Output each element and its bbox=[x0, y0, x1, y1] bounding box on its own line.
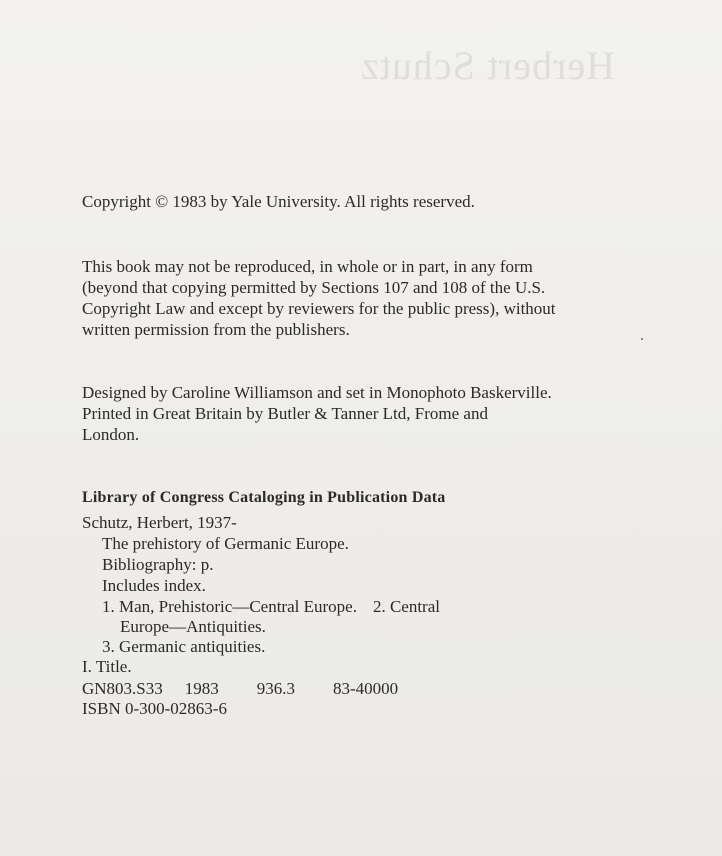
cip-dewey: 936.3 bbox=[256, 679, 296, 698]
paper-speck bbox=[641, 338, 643, 340]
cip-year: 1983 bbox=[184, 679, 219, 698]
cip-heading: Library of Congress Cataloging in Publication Data bbox=[82, 489, 446, 506]
design-credit-line: London. bbox=[82, 425, 140, 444]
cip-subject-3: 3. Germanic antiquities. bbox=[102, 637, 266, 656]
cip-bibliography: Bibliography: p. bbox=[102, 555, 214, 574]
cip-added-entry: I. Title. bbox=[82, 657, 132, 676]
cip-subject-2: 2. Central bbox=[372, 597, 440, 616]
cip-isbn: ISBN 0-300-02863-6 bbox=[82, 699, 227, 718]
cip-call-number: GN803.S33 bbox=[82, 679, 163, 698]
cip-subjects-line: Europe—Antiquities. bbox=[120, 617, 266, 636]
reproduction-notice-line: Copyright Law and except by reviewers for the public press), without bbox=[82, 299, 556, 318]
cip-subjects-line bbox=[102, 596, 440, 617]
cip-title: The prehistory of Germanic Europe. bbox=[102, 534, 349, 553]
reproduction-notice-line: written permission from the publishers. bbox=[82, 320, 350, 339]
cip-classification-line bbox=[82, 678, 398, 699]
design-credit-line: Designed by Caroline Williamson and set in Monophoto Baskerville. bbox=[82, 383, 552, 402]
cip-index-note: Includes index. bbox=[102, 576, 206, 595]
cip-author: Schutz, Herbert, 1937- bbox=[82, 513, 237, 532]
reproduction-notice-line: (beyond that copying permitted by Sections 107 and 108 of the U.S. bbox=[82, 278, 546, 297]
reproduction-notice-line: This book may not be reproduced, in whole or in part, in any form bbox=[82, 257, 533, 276]
bleed-through-text: Herbert Schutz bbox=[360, 43, 616, 88]
cip-subject-1: 1. Man, Prehistoric—Central Europe. bbox=[102, 597, 357, 616]
design-credit-line: Printed in Great Britain by Butler & Tanner Ltd, Frome and bbox=[82, 404, 488, 423]
cip-lccn: 83-40000 bbox=[333, 679, 399, 698]
copyright-line: Copyright © 1983 by Yale University. All rights reserved. bbox=[82, 192, 475, 211]
